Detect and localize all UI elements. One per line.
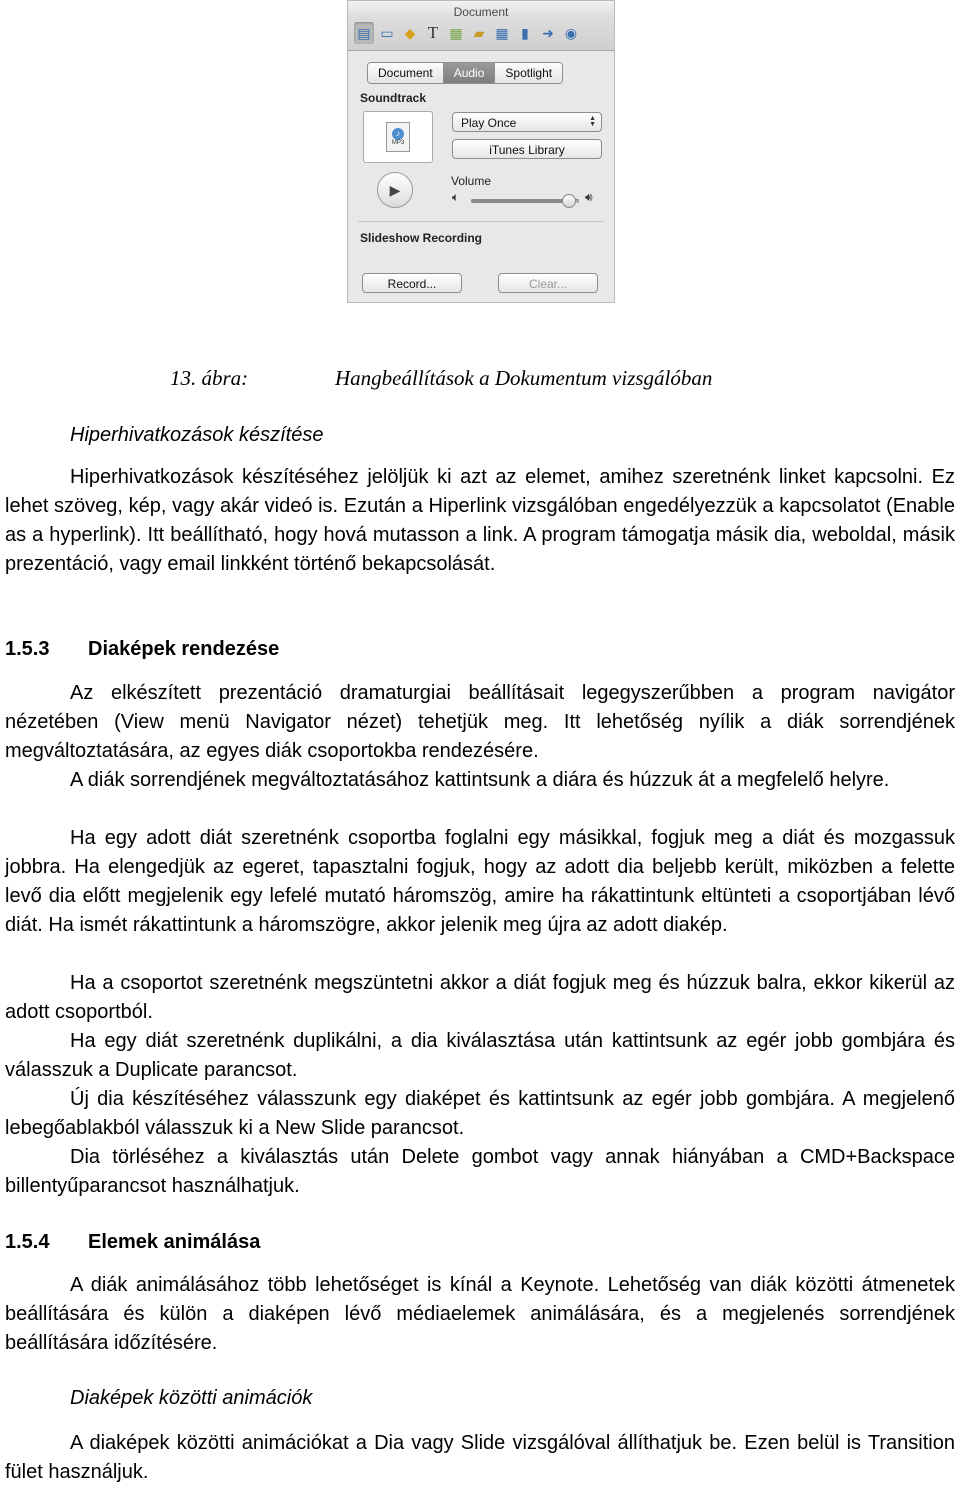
text-icon[interactable]: T — [427, 23, 439, 42]
paragraph: Ha a csoportot szeretnénk megszüntetni akkor a diát fogjuk meg és húzzuk balra, ekkor kikerül az adott csoportból. — [5, 972, 955, 1023]
paragraph: Új dia készítéséhez válasszunk egy diaképet és kattintsunk az egér jobb gombjára. A megjelenő lebegőablakból válasszuk ki a New Slide parancsot. — [5, 1088, 955, 1139]
hyperlink-heading: Hiperhivatkozások készítése — [70, 424, 324, 446]
quicktime-icon[interactable]: ◉ — [564, 24, 578, 41]
document-icon[interactable]: ▤ — [354, 22, 374, 44]
volume-low-icon: 🔈︎ — [452, 190, 460, 204]
playback-mode-value: Play Once — [461, 116, 517, 130]
hyperlink-icon[interactable]: ➜ — [542, 24, 554, 41]
section-153-title: Diaképek rendezése — [88, 638, 280, 660]
volume-slider-thumb[interactable] — [562, 194, 576, 208]
paragraph: Ha egy diát szeretnénk duplikálni, a dia kiválasztása után kattintsunk az egér jobb gombjára és válasszuk a Duplicate parancsot. — [5, 1030, 955, 1081]
section-154-number: 1.5.4 — [5, 1231, 50, 1253]
build-icon[interactable]: ◆ — [404, 24, 416, 41]
paragraph: A diák animálásához több lehetőséget is kínál a Keynote. Lehetőség van diák közötti átmenetek beállítására és külön a diaképen lévő médiaelemek animálására, és a megjelenés sorrendjének beállítására időzítésére. — [5, 1274, 955, 1354]
clear-button[interactable]: Clear... — [498, 273, 598, 293]
play-button[interactable] — [377, 172, 413, 208]
playback-mode-popup[interactable] — [452, 112, 602, 132]
hyperlink-paragraph: Hiperhivatkozások készítéséhez jelöljük ki azt az elemet, amihez szeretnénk linket kapcsolni. Ez lehet szöveg, kép, vagy akár videó is. Ezután a Hiperlink vizsgálóban engedélyezzük a kapcsolatot (Enable as a hyperlink). Itt beállítható, hogy hová mutasson a link. A program támogatja másik dia, weboldal, másik prezentáció, vagy email linkként történő bekapcsolását. — [5, 466, 955, 575]
paragraph: A diák sorrendjének megváltoztatásához kattintsunk a diára és húzzuk át a megfelelő helyre. — [70, 769, 890, 791]
graphic-icon[interactable]: ▦ — [449, 24, 463, 41]
paragraph: Ha egy adott diát szeretnénk csoportba foglalni egy másikkal, fogjuk meg a diát és mozgassuk jobbra. Ha elengedjük az egeret, tapasztalni fogjuk, hogy az adott dia beljebb került, miközben a felette levő dia előtt megjelenik egy lefelé mutató háromszög, amire ha rákattintunk eltünteti a csoportjában lévő diát. Ha ismét rákattintunk a háromszögre, akkor jelenik meg újra az adott diakép. — [5, 827, 955, 936]
paragraph: Az elkészített prezentáció dramaturgiai beállításait legegyszerűbben a program navigátor nézetében (View menü Navigator nézet) tehetjük meg. Itt lehetőség nyílik a diák sorrendjének megváltoztatására, az egyes diák csoportokba rendezésére. — [5, 682, 955, 762]
slide-icon[interactable]: ▭ — [380, 24, 394, 41]
popup-arrows-icon: ▲ ▼ — [589, 115, 596, 128]
section-153-number: 1.5.3 — [5, 638, 50, 660]
inspector-title: Document — [348, 1, 614, 21]
chart-icon[interactable]: ▮ — [521, 24, 529, 41]
itunes-library-button[interactable]: iTunes Library — [452, 139, 602, 159]
tab-spotlight[interactable]: Spotlight — [495, 63, 562, 83]
volume-label: Volume — [451, 174, 492, 188]
paragraph: A diaképek közötti animációkat a Dia vagy Slide vizsgálóval állíthatjuk be. Ezen belül is Transition fület használjuk. — [5, 1432, 955, 1483]
soundtrack-drop-well[interactable] — [363, 111, 433, 163]
slide-animation-heading: Diaképek közötti animációk — [70, 1387, 313, 1409]
play-icon: ▶ — [389, 181, 401, 198]
music-note-icon: ♪ — [392, 128, 404, 140]
mp3-file-icon — [386, 122, 410, 152]
soundtrack-heading: Soundtrack — [360, 91, 427, 105]
volume-slider[interactable] — [471, 199, 579, 203]
volume-high-icon: 🔊︎ — [585, 190, 593, 204]
section-divider — [358, 221, 604, 222]
table-icon[interactable]: ▦ — [495, 24, 509, 41]
tab-audio[interactable]: Audio — [444, 63, 496, 83]
figure-number: 13. ábra: — [170, 366, 249, 390]
record-button[interactable]: Record... — [362, 273, 462, 293]
inspector-toolbar — [348, 21, 614, 51]
tab-document[interactable]: Document — [368, 63, 444, 83]
figure-caption: Hangbeállítások a Dokumentum vizsgálóban — [335, 366, 713, 390]
mp3-label: MP3 — [391, 140, 405, 146]
metrics-icon[interactable]: ▰ — [473, 24, 485, 41]
inspector-tabs — [367, 62, 563, 84]
slideshow-recording-heading: Slideshow Recording — [360, 231, 483, 245]
document-inspector-panel — [347, 0, 615, 303]
volume-slider-fill — [471, 199, 568, 203]
paragraph: Dia törléséhez a kiválasztás után Delete gombot vagy annak hiányában a CMD+Backspace billentyűparancsot használhatjuk. — [5, 1146, 955, 1197]
section-154-title: Elemek animálása — [88, 1231, 261, 1253]
